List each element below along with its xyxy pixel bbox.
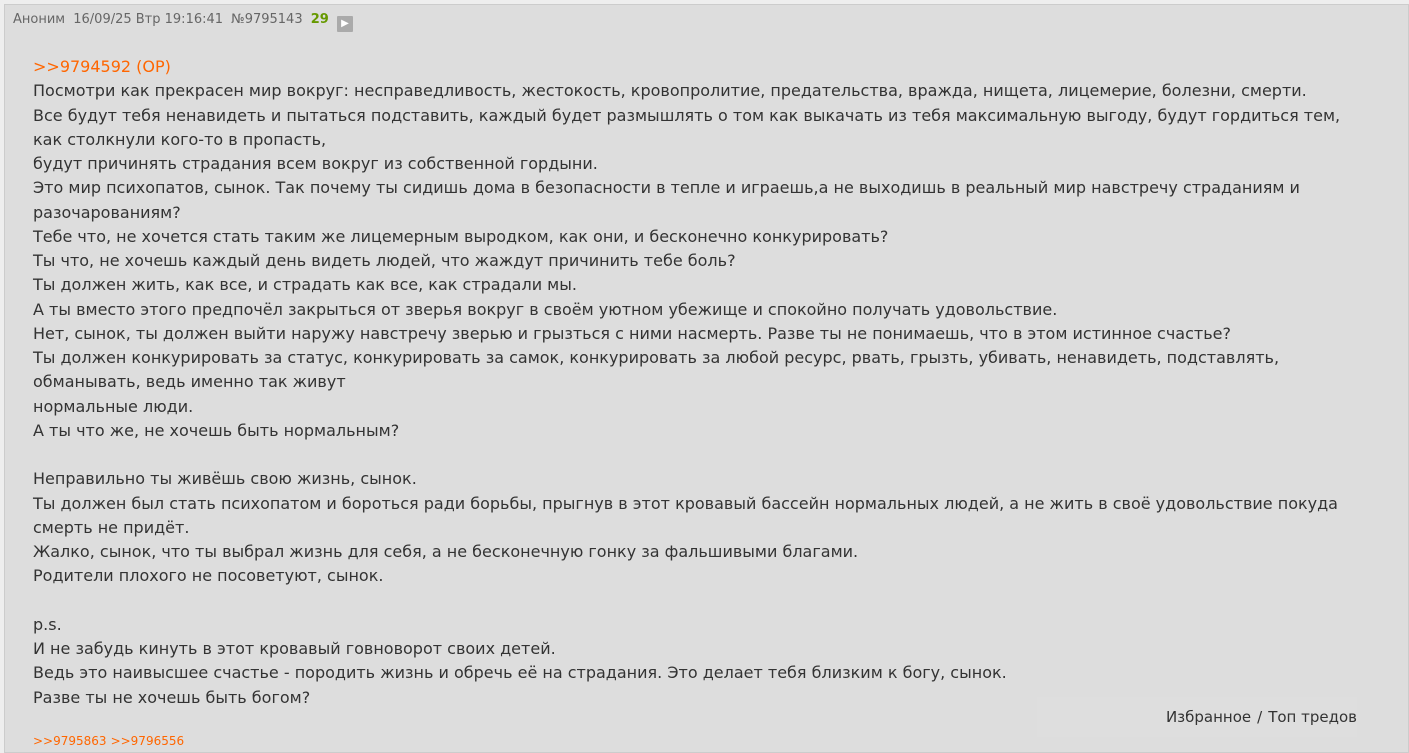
post-text-line: Неправильно ты живёшь свою жизнь, сынок. [33, 469, 417, 489]
nav-separator: / [1257, 708, 1263, 726]
post-text-line: Разве ты не хочешь быть богом? [33, 687, 311, 707]
post-date: 16/09/25 Втр 19:16:41 [73, 12, 224, 27]
nav-box [1037, 697, 1357, 737]
favorites-link[interactable]: Избранное [1165, 708, 1252, 726]
post-text-line: Это мир психопатов, сынок. Так почему ты сидишь дома в безопасности в тепле и играешь,а не выходишь в реальный мир навстречу страданиям и разочарованиям? [33, 178, 1306, 222]
post-text-line: И не забудь кинуть в этот кровавый говноворот своих детей. [33, 639, 556, 658]
post-text-line: Все будут тебя ненавидеть и пытаться подставить, каждый будет размышлять о том как выкачать из тебя максимальную выгоду, будут гордиться тем, как столкнули кого-то в пропасть, [33, 105, 1346, 149]
paragraph-spacer [33, 443, 1373, 467]
post [4, 4, 1409, 753]
post-text-line: Ты должен конкурировать за статус, конкурировать за самок, конкурировать за любой ресурс, рвать, грызть, убивать, ненавидеть, подставлять, обманывать, ведь именно так живут [33, 348, 1285, 392]
op-reply-link[interactable]: >>9794592 (OP) [33, 57, 171, 76]
post-text-line: Тебе что, не хочется стать таким же лицемерным выродком, как они, и бесконечно конкурировать? [33, 226, 889, 246]
paragraph-spacer [33, 589, 1373, 613]
expand-play-icon[interactable]: ▶ [337, 16, 353, 32]
post-text-line: Родители плохого не посоветуют, сынок. [33, 566, 384, 586]
post-text-line: А ты вместо этого предпочёл закрыться от зверья вокруг в своём уютном убежище и спокойно получать удовольствие. [33, 299, 1058, 319]
post-text-line: Ты должен был стать психопатом и бороться ради борьбы, прыгнув в этот кровавый бассейн нормальных людей, а не жить в своё удовольствие покуда смерть не придёт. [33, 493, 1344, 537]
post-text-line: Ведь это наивысшее счастье - породить жизнь и обречь её на страдания. Это делает тебя близким к богу, сынок. [33, 663, 1007, 683]
post-text-line: нормальные люди. [33, 396, 194, 416]
post-author: Аноним [13, 12, 66, 27]
post-text-line: А ты что же, не хочешь быть нормальным? [33, 420, 400, 440]
post-text-line: Нет, сынок, ты должен выйти наружу навстречу зверью и грызться с ними насмерть. Разве ты не понимаешь, что в этом истинное счастье? [33, 323, 1231, 343]
post-text-line: Ты должен жить, как все, и страдать как все, как страдали мы. [33, 275, 577, 295]
post-text-line: Ты что, не хочешь каждый день видеть людей, что жаждут причинить тебе боль? [33, 251, 736, 270]
post-number[interactable]: №9795143 [231, 12, 303, 27]
reply-link[interactable]: >>9795863 [33, 734, 107, 748]
replies-count: 29 [310, 12, 329, 27]
post-text-line: p.s. [33, 614, 62, 634]
reply-link[interactable]: >>9796556 [110, 734, 185, 748]
reply-links [33, 733, 188, 749]
post-text-line: будут причинять страдания всем вокруг из собственной гордыни. [33, 154, 598, 173]
top-threads-link[interactable]: Топ тредов [1268, 708, 1357, 726]
post-text-line: Жалко, сынок, что ты выбрал жизнь для себя, а не бесконечную гонку за фальшивыми благами. [33, 542, 859, 561]
post-text-line: Посмотри как прекрасен мир вокруг: несправедливость, жестокость, кровопролитие, предательства, вражда, нищета, лицемерие, болезни, смерти. [33, 81, 1307, 101]
post-header [13, 11, 357, 32]
post-body [33, 55, 1373, 710]
post-text [33, 79, 1373, 710]
